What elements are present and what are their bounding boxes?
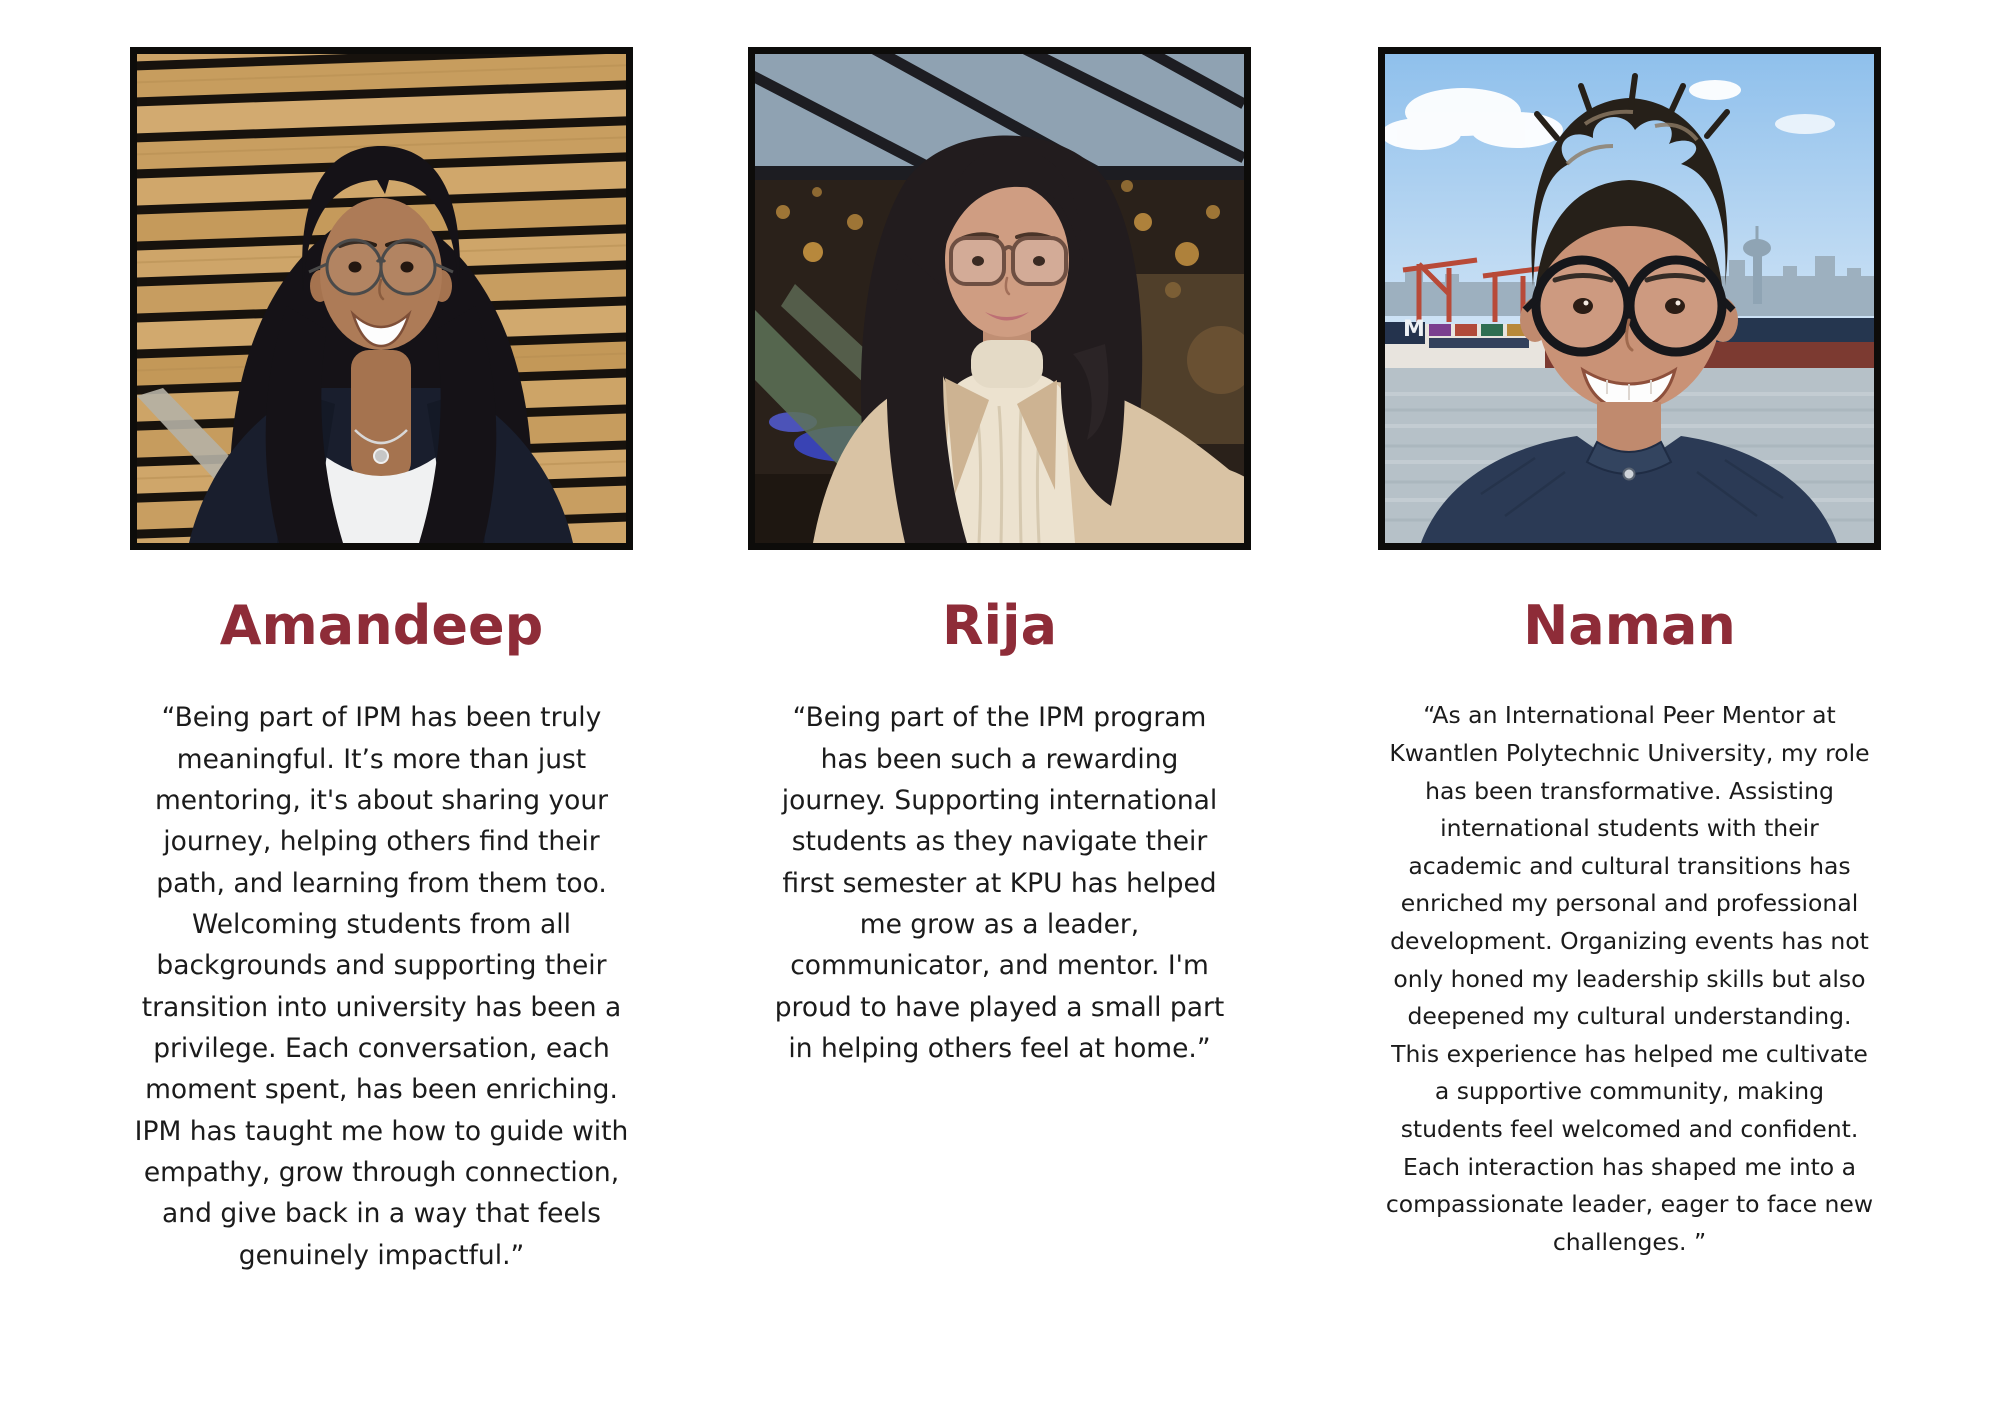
profile-card-amandeep <box>130 47 633 1276</box>
member-quote: “Being part of the IPM program has been such a rewarding journey. Supporting international students as they navigate their first semester at KPU has helped me grow as a leader, communicator, and mentor. I'm proud to have played a small part in helping others feel at home.” <box>774 702 1225 1065</box>
profile-card-rija <box>748 47 1251 1069</box>
naman-portrait-illustration <box>1385 54 1874 543</box>
photo-rija <box>748 47 1251 550</box>
member-quote: “Being part of IPM has been truly meaningful. It’s more than just mentoring, it's about sharing your journey, helping others find their path, and learning from them too. Welcoming students from all backgrounds and supporting their transition into university has been a privilege. Each conversation, each moment spent, has been enriching. IPM has taught me how to guide with empathy, grow through connection, and give back in a way that feels genuinely impactful.” <box>134 702 629 1271</box>
member-name: Rija <box>941 594 1058 657</box>
eye-left <box>349 262 362 273</box>
eye-right <box>1033 256 1045 266</box>
collar-button <box>1624 469 1635 480</box>
member-name: Naman <box>1523 594 1736 657</box>
turtleneck-collar <box>971 340 1043 388</box>
member-name: Amandeep <box>219 594 544 657</box>
amandeep-portrait-illustration <box>137 54 626 543</box>
eye-left <box>1573 298 1593 314</box>
photo-naman <box>1378 47 1881 550</box>
eye-right <box>401 262 414 273</box>
member-quote: “As an International Peer Mentor at Kwantlen Polytechnic University, my role has been transformative. Assisting international students with their academic and cultural transitions has enriched my personal and professional development. Organizing events has not only honed my leadership skills but also deepened my cultural understanding. This experience has helped me cultivate a supportive community, making students feel welcomed and confident. Each interaction has shaped me into a compassionate leader, eager to face new challenges. ” <box>1385 701 1874 1256</box>
necklace-pendant <box>374 449 388 463</box>
photo-amandeep <box>130 47 633 550</box>
ship-letter: M <box>1403 317 1425 342</box>
eye-right <box>1665 298 1685 314</box>
profile-card-naman <box>1378 47 1881 1261</box>
eye-left <box>972 256 984 266</box>
rija-portrait-illustration <box>755 54 1244 543</box>
